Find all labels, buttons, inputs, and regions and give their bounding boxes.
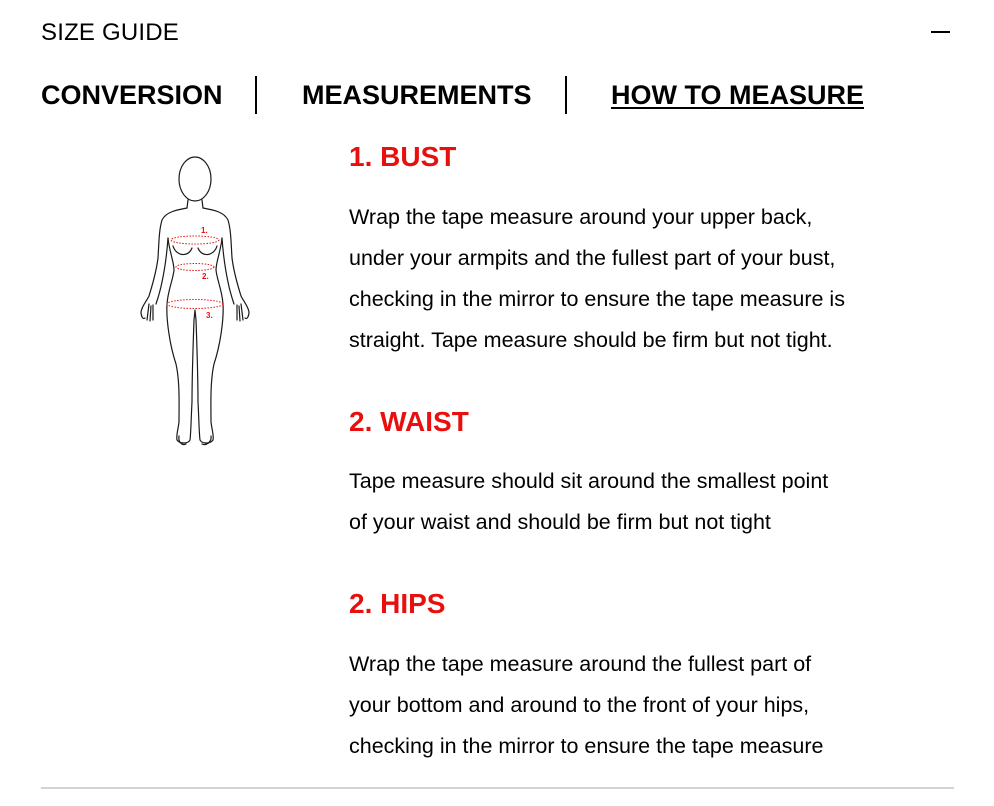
body-line: your bottom and around to the front of your hips, [349,693,810,717]
tab-how-to-measure[interactable]: HOW TO MEASURE [611,80,865,110]
bust-tape [171,236,219,244]
tab-measurements[interactable]: MEASUREMENTS [302,80,532,110]
tab-divider [565,76,567,114]
marker-hips: 3. [206,311,213,320]
body-line: Wrap the tape measure around your upper back, [349,205,813,229]
body-line: straight. Tape measure should be firm but not tight. [349,328,833,352]
section-body-bust [349,197,894,361]
body-line: checking in the mirror to ensure the tape measure [349,734,824,758]
body-line: checking in the mirror to ensure the tape measure is [349,287,845,311]
collapse-button[interactable] [930,22,952,42]
section-title-bust [349,140,456,174]
marker-bust: 1. [201,226,208,235]
body-line: of your waist and should be firm but not tight [349,510,771,534]
section-title-text: 2. HIPS [349,588,446,619]
body-line: under your armpits and the fullest part of your bust, [349,246,836,270]
marker-waist: 2. [202,272,209,281]
section-title-text: 1. BUST [349,141,457,172]
section-body-hips [349,644,894,767]
panel-title: SIZE GUIDE [41,19,180,46]
body-measurement-figure [132,150,258,454]
tab-conversion[interactable]: CONVERSION [41,80,223,110]
section-body-waist [349,461,894,543]
hips-tape [167,300,223,309]
tab-divider [255,76,257,114]
minus-icon [931,31,950,33]
bottom-divider [41,787,954,789]
body-line: Wrap the tape measure around the fullest part of [349,652,812,676]
section-title-hips [349,587,445,621]
section-title-waist [349,405,469,439]
figure-head [179,157,211,201]
body-line: Tape measure should sit around the smallest point [349,469,829,493]
section-title-text: 2. WAIST [349,406,469,437]
waist-tape [176,264,214,271]
